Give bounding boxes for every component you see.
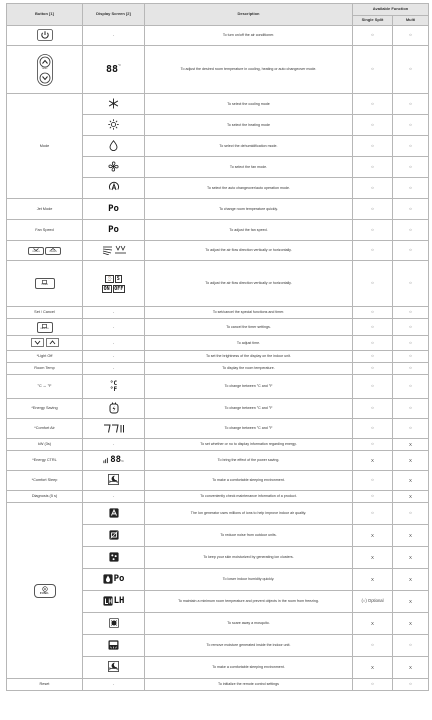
- mosquito-away-icon: [109, 618, 119, 630]
- display-cell: -: [83, 363, 145, 375]
- table-row: [7, 399, 429, 419]
- description-cell: To adjust the fan speed.: [145, 220, 353, 241]
- table-row: [7, 241, 429, 261]
- button-cell: Diagnosis (5 s): [7, 491, 83, 503]
- multi-cell: X: [393, 451, 429, 471]
- description-cell: To set whether or no to display information regarding energy.: [145, 439, 353, 451]
- button-cell: *Light Off: [7, 351, 83, 363]
- auto-clean-icon: [108, 640, 119, 652]
- display-cell: -: [83, 26, 145, 46]
- description-cell: The Ion generator uses millions of ions to help improve indoor air quality.: [145, 503, 353, 525]
- cancel-label: CANCEL: [40, 327, 49, 330]
- multi-cell: X: [393, 491, 429, 503]
- display-cell: -: [83, 439, 145, 451]
- multi-cell: ○: [393, 241, 429, 261]
- description-cell: To select the heating mode: [145, 115, 353, 136]
- single-split-cell: X: [353, 525, 393, 547]
- timer-display-bottom: [84, 284, 143, 294]
- single-split-cell: ○: [353, 399, 393, 419]
- description-cell: To change room temperature quickly.: [145, 199, 353, 220]
- single-split-cell: ○: [353, 157, 393, 178]
- description-cell: To conveniently check maintenance information of a product.: [145, 491, 353, 503]
- single-split-cell: ○: [353, 220, 393, 241]
- display-cell: -: [83, 319, 145, 336]
- multi-cell: ○: [393, 307, 429, 319]
- display-cell: [83, 399, 145, 419]
- multi-cell: X: [393, 525, 429, 547]
- horizontal-swing-button: [45, 247, 61, 255]
- multi-cell: X: [393, 569, 429, 591]
- button-cell: [7, 26, 83, 46]
- table-row: [7, 351, 429, 363]
- timer-label: TIMER: [41, 284, 48, 287]
- header-button: Button [1]: [7, 4, 83, 26]
- single-split-cell: (○) Optional: [353, 591, 393, 613]
- table-row: [7, 679, 429, 691]
- multi-cell: X: [393, 439, 429, 451]
- table-row: [7, 419, 429, 439]
- description-cell: To set the brightness of the display on the indoor unit.: [145, 351, 353, 363]
- description-cell: To reduce noise from outdoor units.: [145, 525, 353, 547]
- low-noise-icon: [109, 530, 119, 542]
- temp-up-down-button-icon: [37, 54, 53, 85]
- display-cell: -: [83, 336, 145, 351]
- table-row: [7, 307, 429, 319]
- single-split-cell: ○: [353, 319, 393, 336]
- fan-icon: [108, 161, 119, 174]
- button-cell: Jet Mode: [7, 199, 83, 220]
- single-split-cell: ○: [353, 307, 393, 319]
- description-cell: To select the auto changeover/auto operation mode.: [145, 178, 353, 199]
- left-right-arrow-buttons-icon: [31, 338, 59, 348]
- energy-saving-icon: [109, 402, 119, 416]
- snowflake-icon: [108, 98, 119, 111]
- celsius-fahrenheit-display: °C °F: [109, 379, 118, 393]
- button-cell: [7, 319, 83, 336]
- swing-buttons-icon: [28, 247, 61, 255]
- single-split-cell: ○: [353, 26, 393, 46]
- off-box: OFF: [114, 285, 124, 292]
- description-cell: To lower indoor humidity quickly.: [145, 569, 353, 591]
- table-row: [7, 336, 429, 351]
- display-cell: [83, 46, 145, 94]
- table-row: [7, 220, 429, 241]
- multi-cell: ○: [393, 220, 429, 241]
- display-cell: [83, 613, 145, 635]
- multi-cell: ○: [393, 375, 429, 399]
- display-cell: [83, 220, 145, 241]
- button-cell: Room Temp: [7, 363, 83, 375]
- display-cell: [83, 261, 145, 307]
- dehumidify-icon: [103, 574, 113, 586]
- button-cell: [7, 336, 83, 351]
- multi-cell: ○: [393, 679, 429, 691]
- display-cell: [83, 115, 145, 136]
- temp-display-digits: 88: [105, 63, 118, 75]
- display-cell: [83, 471, 145, 491]
- display-cell: [83, 178, 145, 199]
- swing-label: SWING: [49, 250, 57, 253]
- description-cell: To adjust time.: [145, 336, 353, 351]
- func-label: FUNC.: [39, 591, 50, 596]
- table-row: [7, 503, 429, 525]
- degree-mark: °F: [118, 62, 122, 67]
- comfort-air-icon: [103, 423, 125, 435]
- single-split-cell: ○: [353, 375, 393, 399]
- display-cell: [83, 547, 145, 569]
- description-cell: To change between °C and °F: [145, 419, 353, 439]
- multi-cell: ○: [393, 178, 429, 199]
- single-split-cell: ○: [353, 679, 393, 691]
- description-cell: To initialize the remote control settings: [145, 679, 353, 691]
- display-cell: [83, 635, 145, 657]
- multi-cell: X: [393, 613, 429, 635]
- multi-cell: ○: [393, 503, 429, 525]
- single-split-cell: ○: [353, 635, 393, 657]
- description-cell: To scare away a mosquito.: [145, 613, 353, 635]
- display-cell: [83, 657, 145, 679]
- single-split-cell: X: [353, 657, 393, 679]
- multi-cell: X: [393, 591, 429, 613]
- table-row: [7, 491, 429, 503]
- multi-cell: ○: [393, 94, 429, 115]
- vertical-swing-button: [28, 247, 44, 255]
- power-button-icon: [37, 29, 53, 42]
- display-cell: [83, 419, 145, 439]
- po-display: Po: [108, 203, 119, 214]
- single-split-cell: X: [353, 613, 393, 635]
- single-split-cell: ○: [353, 336, 393, 351]
- sun-icon: [108, 119, 119, 132]
- multi-cell: ○: [393, 26, 429, 46]
- button-cell: *Energy Saving: [7, 399, 83, 419]
- swing-label: SWING: [32, 250, 40, 253]
- clock-box: ⌚: [107, 275, 113, 281]
- lh-display: LH: [113, 595, 125, 606]
- display-cell: -: [83, 307, 145, 319]
- button-cell: °C ↔ °F: [7, 375, 83, 399]
- display-cell: [83, 591, 145, 613]
- display-cell: [83, 157, 145, 178]
- ion-generator-icon: [109, 508, 119, 520]
- table-row: [7, 451, 429, 471]
- table-row: [7, 46, 429, 94]
- multi-cell: ○: [393, 635, 429, 657]
- display-cell: [83, 525, 145, 547]
- single-split-cell: ○: [353, 261, 393, 307]
- display-cell: -: [83, 351, 145, 363]
- multi-cell: ○: [393, 351, 429, 363]
- table-row: [7, 471, 429, 491]
- button-cell: Set / Cancel: [7, 307, 83, 319]
- po-display: Po: [113, 573, 125, 584]
- multi-cell: ○: [393, 115, 429, 136]
- display-cell: [83, 94, 145, 115]
- single-split-cell: ○: [353, 178, 393, 199]
- air-flow-direction-icon: [102, 245, 126, 257]
- button-cell: [7, 503, 83, 679]
- multi-cell: X: [393, 657, 429, 679]
- single-split-cell: ○: [353, 491, 393, 503]
- description-cell: To adjust the desired room temperature in cooling, heating or auto changeover mode.: [145, 46, 353, 94]
- single-split-cell: ○: [353, 503, 393, 525]
- description-cell: To keep your skin moisturized by generating ion clusters.: [145, 547, 353, 569]
- button-cell: [7, 241, 83, 261]
- percent-mark: %: [121, 459, 124, 464]
- single-split-cell: X: [353, 451, 393, 471]
- single-split-cell: ○: [353, 94, 393, 115]
- table-row: [7, 199, 429, 220]
- display-cell: [83, 136, 145, 157]
- description-cell: To make a comfortable sleeping environment.: [145, 657, 353, 679]
- multi-cell: ○: [393, 157, 429, 178]
- description-cell: To bring the effect of the power saving.: [145, 451, 353, 471]
- description-cell: To cancel the timer settings.: [145, 319, 353, 336]
- timer-display-top: [84, 274, 143, 284]
- button-cell: *Comfort Sleep: [7, 471, 83, 491]
- auto-mode-icon: [108, 181, 120, 195]
- header-display: Display Screen [2]: [83, 4, 145, 26]
- button-cell: Reset: [7, 679, 83, 691]
- cancel-timer-button-icon[interactable]: [37, 322, 53, 333]
- timer-button-icon[interactable]: [35, 278, 55, 289]
- table-row: [7, 26, 429, 46]
- display-cell: [83, 375, 145, 399]
- po-display: Po: [108, 224, 119, 235]
- on-box: ON: [103, 285, 110, 292]
- single-split-cell: ○: [353, 351, 393, 363]
- description-cell: To set/cancel the special functions and timer.: [145, 307, 353, 319]
- button-cell: *Comfort Air: [7, 419, 83, 439]
- button-cell: [7, 261, 83, 307]
- display-cell: [83, 451, 145, 471]
- single-split-cell: ○: [353, 46, 393, 94]
- func-button-icon[interactable]: [34, 584, 56, 598]
- multi-cell: ○: [393, 46, 429, 94]
- temp-label: TEMP: [41, 68, 48, 71]
- single-split-cell: ○: [353, 471, 393, 491]
- button-cell: Fan Speed: [7, 220, 83, 241]
- multi-cell: ○: [393, 363, 429, 375]
- display-cell: [83, 199, 145, 220]
- multi-cell: ○: [393, 336, 429, 351]
- display-cell: [83, 569, 145, 591]
- comfort-sleep-icon: [108, 661, 119, 674]
- comfort-sleep-icon: [108, 474, 119, 487]
- single-split-cell: ○: [353, 363, 393, 375]
- header-single-split: Single Split: [353, 16, 393, 26]
- description-cell: To display the room temperature.: [145, 363, 353, 375]
- description-cell: To remove moisture generated inside the indoor unit.: [145, 635, 353, 657]
- s-box: S: [116, 275, 120, 282]
- multi-cell: ○: [393, 419, 429, 439]
- header-description: Description: [145, 4, 353, 26]
- single-split-cell: ○: [353, 419, 393, 439]
- description-cell: To select the dehumidification mode.: [145, 136, 353, 157]
- energy-ctrl-digits: 88: [110, 455, 122, 466]
- table-row: [7, 363, 429, 375]
- single-split-cell: ○: [353, 199, 393, 220]
- single-split-cell: ○: [353, 136, 393, 157]
- skin-care-icon: [109, 552, 119, 564]
- low-heating-icon: [103, 596, 113, 608]
- multi-cell: ○: [393, 261, 429, 307]
- header-multi: Multi: [393, 16, 429, 26]
- display-cell: [83, 241, 145, 261]
- multi-cell: ○: [393, 319, 429, 336]
- button-cell: [7, 46, 83, 94]
- description-cell: To change between °C and °F: [145, 399, 353, 419]
- multi-cell: X: [393, 471, 429, 491]
- description-cell: To make a comfortable sleeping environment.: [145, 471, 353, 491]
- description-cell: To select the fan mode.: [145, 157, 353, 178]
- description-cell: To turn on/off the air conditioner.: [145, 26, 353, 46]
- single-split-cell: ○: [353, 241, 393, 261]
- description-cell: To adjust the air flow direction vertically or horizontally.: [145, 261, 353, 307]
- multi-cell: ○: [393, 399, 429, 419]
- display-cell: -: [83, 679, 145, 691]
- table-row: [7, 94, 429, 115]
- table-row: [7, 375, 429, 399]
- header-available-function: Available Function: [353, 4, 429, 16]
- multi-cell: X: [393, 547, 429, 569]
- function-table: [6, 3, 429, 691]
- water-drop-icon: [108, 140, 119, 153]
- display-cell: -: [83, 491, 145, 503]
- description-cell: To adjust the air flow direction vertically or horizontally.: [145, 241, 353, 261]
- single-split-cell: X: [353, 569, 393, 591]
- description-cell: To maintain a minimum room temperature and prevent objects in the room from freezing.: [145, 591, 353, 613]
- description-cell: To select the cooling mode: [145, 94, 353, 115]
- description-cell: To change between °C and °F: [145, 375, 353, 399]
- table-row: [7, 261, 429, 307]
- button-cell: *Energy CTRL: [7, 451, 83, 471]
- display-cell: [83, 503, 145, 525]
- multi-cell: ○: [393, 199, 429, 220]
- single-split-cell: X: [353, 547, 393, 569]
- table-row: [7, 439, 429, 451]
- table-row: [7, 319, 429, 336]
- multi-cell: ○: [393, 136, 429, 157]
- single-split-cell: ○: [353, 115, 393, 136]
- single-split-cell: ○: [353, 439, 393, 451]
- button-cell: kW (3s): [7, 439, 83, 451]
- button-cell: Mode: [7, 94, 83, 199]
